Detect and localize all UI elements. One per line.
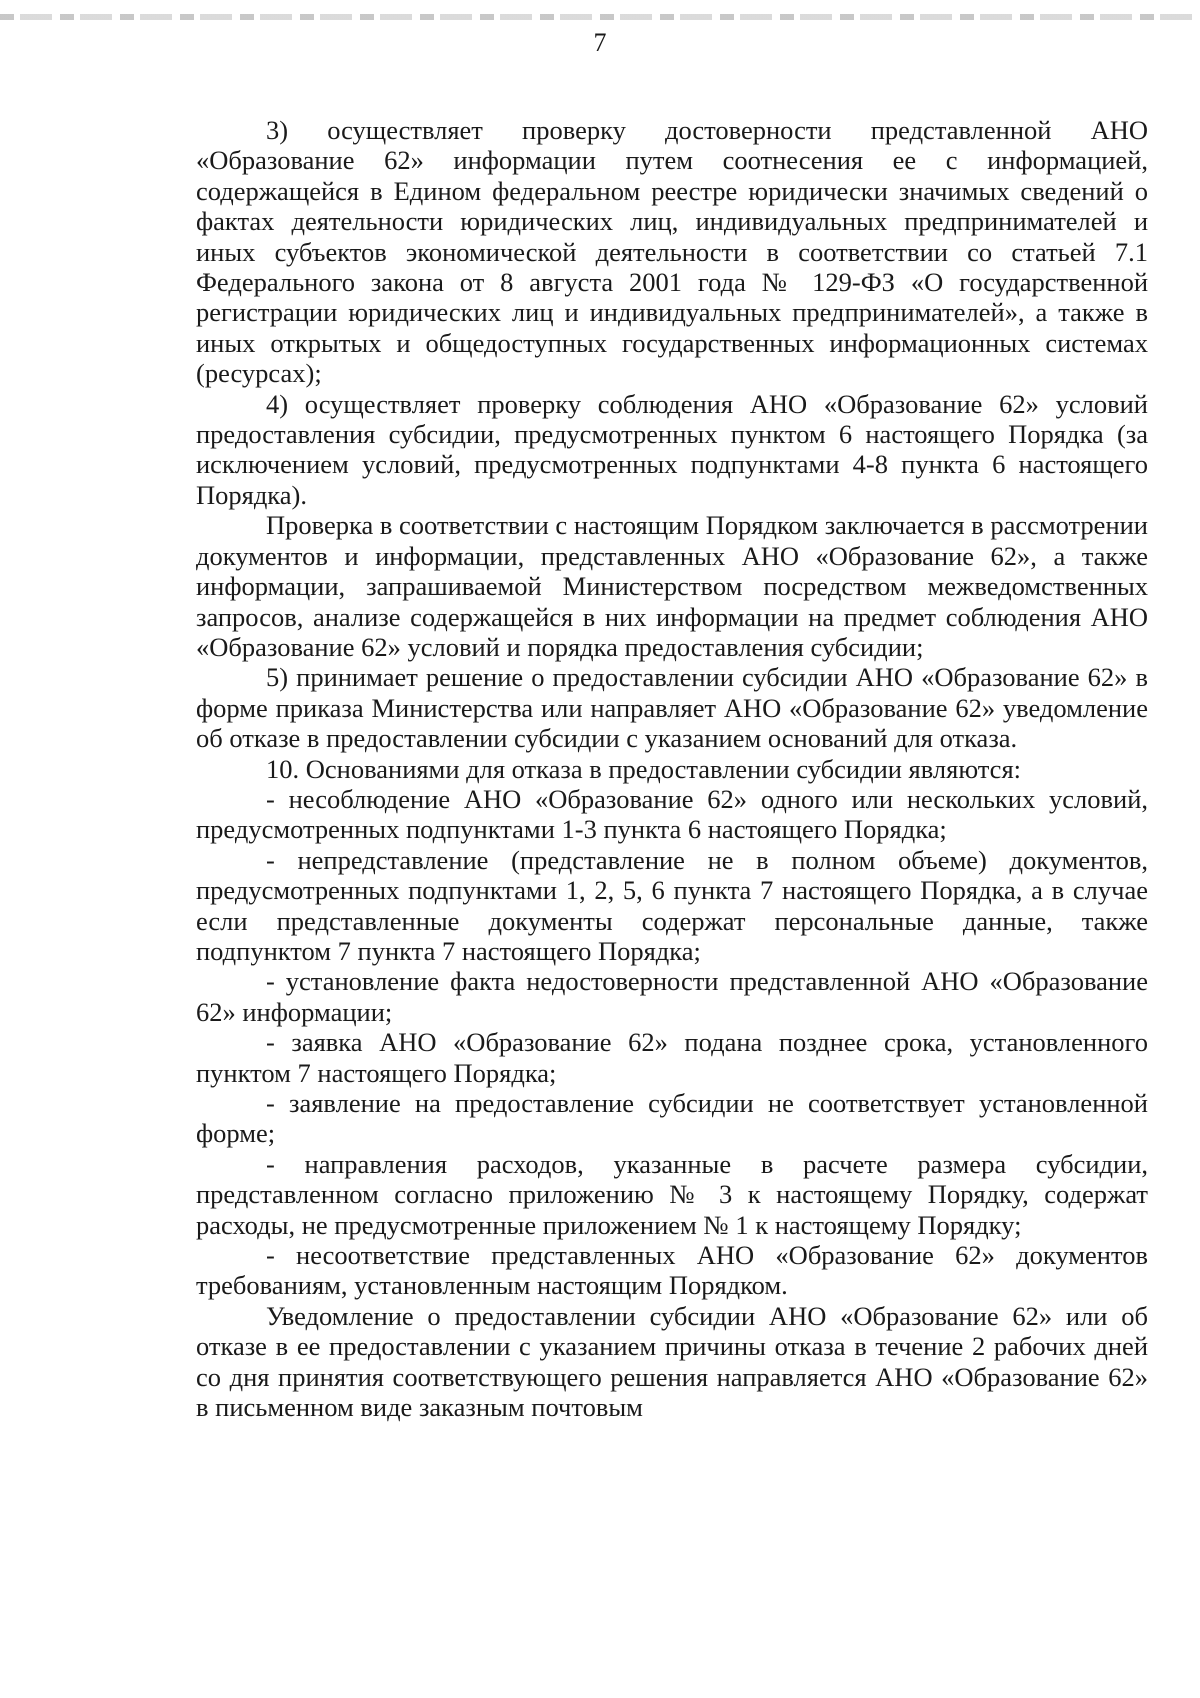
paragraph-notification: Уведомление о предоставлении субсидии АНО «Образование 62» или об отказе в ее предоставлении с указанием причины отказа в течение 2 рабочих дней со дня принятия соответствующего решения направляется АНО «Образование 62» в письменном виде заказным почтовым	[196, 1300, 1148, 1423]
list-item-missing-documents: - непредставление (представление не в полном объеме) документов, предусмотренных подпунктами 1, 2, 5, 6 пункта 7 настоящего Порядка, а в случае если представленные документы содержат персональные данные, также подпунктом 7 пункта 7 настоящего Порядка;	[196, 844, 1148, 966]
paragraph-item-3-verification: 3) осуществляет проверку достоверности представленной АНО «Образование 62» информации путем соотнесения ее с информацией, содержащейся в Едином федеральном реестре юридически значимых сведений о фактах деятельности юридических лиц, индивидуальных предпринимателей и иных субъектов экономической деятельности в соответствии со статьей 7.1 Федерального закона от 8 августа 2001 года № 129-ФЗ «О государственной регистрации юридических лиц и индивидуальных предпринимателей», а также в иных открытых и общедоступных государственных информационных системах (ресурсах);	[196, 115, 1148, 389]
scan-edge-artifact	[0, 14, 1200, 20]
list-item-expense-mismatch: - направления расходов, указанные в расчете размера субсидии, представленном согласно приложению № 3 к настоящему Порядку, содержат расходы, не предусмотренные приложением № 1 к настоящему Порядку;	[196, 1148, 1148, 1240]
list-item-false-information: - установление факта недостоверности представленной АНО «Образование 62» информации;	[196, 966, 1148, 1027]
document-body	[196, 115, 1148, 1422]
list-item-late-application: - заявка АНО «Образование 62» подана позднее срока, установленного пунктом 7 настоящего Порядка;	[196, 1027, 1148, 1088]
paragraph-10-refusal-grounds: 10. Основаниями для отказа в предоставлении субсидии являются:	[266, 753, 1021, 784]
page-number: 7	[593, 28, 607, 57]
paragraph-verification-description: Проверка в соответствии с настоящим Порядком заключается в рассмотрении документов и информации, представленных АНО «Образование 62», а также информации, запрашиваемой Министерством посредством межведомственных запросов, анализе содержащейся в них информации на предмет соблюдения АНО «Образование 62» условий и порядка предоставления субсидии;	[196, 510, 1148, 662]
paragraph-item-5-decision: 5) принимает решение о предоставлении субсидии АНО «Образование 62» в форме приказа Министерства или направляет АНО «Образование 62» уведомление об отказе в предоставлении субсидии с указанием оснований для отказа.	[196, 662, 1148, 754]
list-item-form-mismatch: - заявление на предоставление субсидии не соответствует установленной форме;	[196, 1088, 1148, 1149]
list-item-noncompliance: - несоблюдение АНО «Образование 62» одного или нескольких условий, предусмотренных подпунктами 1-3 пункта 6 настоящего Порядка;	[196, 783, 1148, 845]
paragraph-item-4-conditions-check: 4) осуществляет проверку соблюдения АНО «Образование 62» условий предоставления субсидии, предусмотренных пунктом 6 настоящего Порядка (за исключением условий, предусмотренных подпунктами 4-8 пункта 6 настоящего Порядка).	[196, 388, 1148, 510]
list-item-requirements-mismatch: - несоответствие представленных АНО «Образование 62» документов требованиям, установленным настоящим Порядком.	[196, 1240, 1148, 1301]
